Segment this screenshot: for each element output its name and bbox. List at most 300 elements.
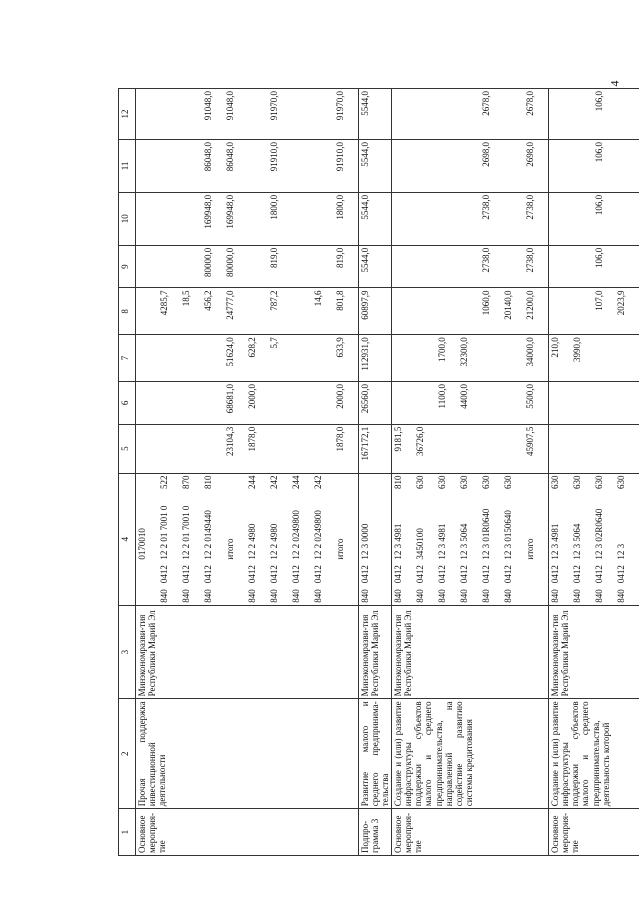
value: 60897,9	[360, 290, 370, 320]
value	[291, 91, 313, 137]
code-part-d	[137, 476, 159, 494]
code-part-a: 840	[360, 589, 370, 603]
value	[572, 91, 594, 137]
code-part-a: 840	[393, 589, 404, 603]
value: 91910,0	[269, 141, 279, 172]
value	[181, 427, 203, 471]
value	[415, 195, 437, 243]
value: 91970,0	[335, 91, 345, 121]
code-part-a: 840	[269, 589, 279, 603]
value: 5500,0	[525, 384, 536, 409]
cell-col-10	[549, 192, 640, 245]
code-part-a: 840	[594, 589, 605, 603]
value: 2738,0	[525, 247, 536, 273]
value: 91910,0	[335, 141, 345, 172]
code-part-b: 0412	[269, 565, 279, 584]
value: 167172,1	[360, 426, 370, 461]
value	[181, 337, 203, 379]
code-line	[393, 476, 415, 603]
code-part-b	[225, 564, 247, 584]
code-part-b: 0412	[203, 565, 213, 584]
value	[459, 248, 481, 286]
value: 32300,0	[459, 337, 470, 367]
cell-col-6	[549, 382, 640, 425]
cell-col-9	[359, 245, 392, 288]
code-part-c: 12 3 01R0640	[481, 508, 492, 560]
value	[247, 248, 269, 286]
code-part-c: 12 3 4981	[393, 523, 404, 560]
value: 787,2	[269, 290, 279, 311]
code-part-c: 12 2 0149440	[203, 510, 213, 560]
code-part-d: 630	[481, 475, 492, 490]
code-part-d: 244	[247, 475, 257, 490]
value	[291, 427, 313, 471]
code-part-b: 0412	[247, 565, 257, 584]
cell-col-9	[549, 245, 640, 288]
value: 106,0	[594, 141, 605, 163]
code-part-d: 630	[616, 475, 627, 490]
value	[137, 427, 159, 471]
value	[572, 427, 594, 471]
code-part-d	[525, 476, 547, 494]
code-part-d: 630	[415, 475, 426, 490]
value	[594, 337, 616, 379]
code-part-a: 840	[291, 589, 301, 603]
value	[415, 91, 437, 137]
value	[503, 195, 525, 243]
value	[503, 384, 525, 422]
cell-col-7	[359, 335, 392, 382]
value	[313, 427, 335, 471]
value	[159, 142, 181, 190]
code-line	[203, 476, 225, 603]
value	[437, 142, 459, 190]
value	[247, 91, 269, 137]
code-part-a: 840	[550, 589, 561, 603]
cell-col-11	[136, 139, 359, 192]
cell-name: Создание и (или) развитие инфраструктуры поддержки субъектов малого и среднего предпринимательства, направленной на содействие развитию системы кредитования	[392, 699, 549, 809]
value	[247, 142, 269, 190]
cell-col-9	[136, 245, 359, 288]
value	[159, 91, 181, 137]
code-part-c: 12 3 5064	[459, 523, 470, 560]
value: 91970,0	[269, 91, 279, 121]
code-part-c: 12 2 0249800	[291, 510, 301, 560]
value: 45907,5	[525, 426, 536, 456]
code-line	[415, 476, 437, 603]
value: 1060,0	[481, 290, 492, 316]
value	[137, 290, 159, 332]
code-part-d: 630	[503, 475, 514, 490]
cell-col-11	[359, 139, 392, 192]
value	[415, 248, 437, 286]
cell-name: Прочая поддержка инвестиционной деятельности	[136, 699, 359, 809]
code-part-d: 242	[269, 475, 279, 490]
value	[313, 91, 335, 137]
cell-name: Создание и (или) развитие инфраструктуры поддержки субъектов малого и среднего предпринимательства, деятельность которой	[549, 699, 640, 809]
value	[415, 142, 437, 190]
column-header-8: 8	[119, 288, 136, 335]
value	[181, 142, 203, 190]
table-row	[359, 89, 392, 856]
value: 51624,0	[225, 337, 235, 367]
code-part-b: 0412	[594, 565, 605, 584]
code-part-d	[335, 476, 357, 494]
value	[159, 248, 181, 286]
cell-col-6	[392, 382, 549, 425]
value	[415, 384, 437, 422]
code-line	[572, 476, 594, 603]
value: 18,5	[181, 290, 191, 307]
value	[616, 384, 638, 422]
value	[393, 91, 415, 137]
value	[393, 142, 415, 190]
value: 2678,0	[481, 91, 492, 116]
value	[550, 427, 572, 471]
value: 2000,0	[335, 384, 345, 409]
code-part-a	[225, 587, 247, 603]
value	[437, 195, 459, 243]
value: 5544,0	[360, 91, 370, 116]
code-line	[550, 476, 572, 603]
code-line	[360, 476, 382, 603]
code-line	[269, 476, 291, 603]
cell-responsible: Минэкономразви-тия Республики Марий Эл	[549, 605, 640, 699]
code-line	[594, 476, 616, 603]
code-part-a: 840	[181, 589, 191, 603]
code-part-d: 630	[437, 475, 448, 490]
code-part-c: 12 3 0150640	[503, 510, 514, 560]
rotated-table-container	[118, 88, 630, 856]
value: 14,6	[313, 290, 323, 307]
cell-codes	[136, 473, 359, 605]
code-part-a: 840	[313, 589, 323, 603]
code-part-d: 244	[291, 475, 301, 490]
value: 2023,9	[616, 290, 627, 316]
value: 5,7	[269, 337, 279, 349]
code-line	[503, 476, 525, 603]
code-part-b: 0412	[415, 565, 426, 584]
value	[203, 384, 225, 422]
value	[393, 384, 415, 422]
value: 1878,0	[247, 426, 257, 452]
value	[503, 248, 525, 286]
column-header-2: 2	[119, 699, 136, 809]
column-header-4: 4	[119, 473, 136, 605]
code-part-c: 12 3 02R0640	[594, 508, 605, 560]
value: 80000,0	[225, 247, 235, 277]
code-part-d: 522	[159, 475, 169, 490]
code-line	[437, 476, 459, 603]
value	[594, 427, 616, 471]
value: 633,9	[335, 337, 345, 358]
value	[503, 337, 525, 379]
value	[393, 248, 415, 286]
code-line	[335, 476, 357, 603]
cell-type: Основное мероприя-тие	[549, 809, 640, 856]
code-part-a: 840	[503, 589, 514, 603]
code-part-d	[225, 476, 247, 494]
code-part-b: 0412	[503, 565, 514, 584]
code-part-a: 840	[415, 589, 426, 603]
code-line	[247, 476, 269, 603]
cell-col-5	[549, 424, 640, 473]
value	[481, 337, 503, 379]
cell-col-11	[549, 139, 640, 192]
code-part-c: 12 2 01 7001 0	[159, 505, 169, 560]
cell-col-5	[359, 424, 392, 473]
code-part-a	[335, 587, 357, 603]
value	[616, 142, 638, 190]
value: 5544,0	[360, 247, 370, 273]
code-part-a: 840	[481, 589, 492, 603]
code-line	[181, 476, 203, 603]
value	[181, 384, 203, 422]
value: 1800,0	[269, 194, 279, 220]
value	[550, 91, 572, 137]
value	[393, 290, 415, 332]
value: 2738,0	[481, 247, 492, 273]
value	[291, 195, 313, 243]
cell-col-7	[549, 335, 640, 382]
value	[313, 384, 335, 422]
value	[203, 427, 225, 471]
value	[616, 427, 638, 471]
cell-col-7	[136, 335, 359, 382]
value	[313, 195, 335, 243]
cell-type: Основное мероприя-тие	[392, 809, 549, 856]
value	[137, 91, 159, 137]
value	[181, 91, 203, 137]
value	[572, 384, 594, 422]
table-row	[392, 89, 549, 856]
value	[572, 195, 594, 243]
value: 68681,0	[225, 384, 235, 414]
code-part-b: 0412	[550, 565, 561, 584]
code-part-d: 630	[550, 475, 561, 490]
cell-col-8	[549, 288, 640, 335]
code-part-b: 0412	[481, 565, 492, 584]
value: 9181,5	[393, 426, 404, 452]
value	[313, 142, 335, 190]
value: 80000,0	[203, 247, 213, 277]
code-line	[313, 476, 335, 603]
code-part-a: 840	[616, 589, 627, 603]
code-part-d: 630	[572, 475, 583, 490]
code-part-a: 840	[203, 589, 213, 603]
code-part-a	[525, 587, 547, 603]
value: 801,8	[335, 290, 345, 311]
cell-col-5	[392, 424, 549, 473]
code-part-b: 0412	[572, 565, 583, 584]
value	[459, 142, 481, 190]
column-header-9: 9	[119, 245, 136, 288]
code-part-d: 630	[594, 475, 605, 490]
code-line	[459, 476, 481, 603]
code-line	[291, 476, 313, 603]
cell-col-7	[392, 335, 549, 382]
cell-col-12	[549, 89, 640, 140]
value	[459, 195, 481, 243]
value	[550, 248, 572, 286]
code-line	[525, 476, 547, 603]
value	[269, 384, 291, 422]
code-part-c: 12 2 4980	[269, 523, 279, 560]
value	[503, 427, 525, 471]
value: 628,2	[247, 337, 257, 358]
value: 819,0	[269, 247, 279, 268]
value	[437, 248, 459, 286]
value	[481, 384, 503, 422]
cell-col-12	[359, 89, 392, 140]
table-row	[549, 89, 640, 856]
value	[616, 337, 638, 379]
value	[269, 427, 291, 471]
value	[159, 195, 181, 243]
value	[159, 427, 181, 471]
value	[572, 248, 594, 286]
code-part-c: 12 2 01 7001 0	[181, 505, 191, 560]
value: 169948,0	[225, 194, 235, 229]
value: 24777,0	[225, 290, 235, 320]
column-header-11: 11	[119, 139, 136, 192]
value: 210,0	[550, 337, 561, 358]
cell-codes	[549, 473, 640, 605]
value	[437, 427, 459, 471]
cell-col-10	[359, 192, 392, 245]
code-line	[616, 476, 638, 603]
value	[291, 290, 313, 332]
code-part-c: 12 2 0249800	[313, 510, 323, 560]
column-header-1: 1	[119, 809, 136, 856]
code-line	[159, 476, 181, 603]
value	[159, 337, 181, 379]
cell-codes	[359, 473, 392, 605]
code-part-a: 840	[459, 589, 470, 603]
cell-col-6	[136, 382, 359, 425]
code-part-c: итого	[525, 538, 536, 560]
value: 91048,0	[225, 91, 235, 121]
table-row	[136, 89, 359, 856]
code-line	[225, 476, 247, 603]
value	[459, 290, 481, 332]
code-part-b: 0412	[360, 565, 370, 584]
code-part-c: 12 2 4980	[247, 523, 257, 560]
value: 456,2	[203, 290, 213, 311]
cell-col-11	[392, 139, 549, 192]
value: 34000,0	[525, 337, 536, 367]
value	[291, 142, 313, 190]
value: 3990,0	[572, 337, 583, 362]
value	[503, 91, 525, 137]
code-part-d: 870	[181, 475, 191, 490]
value	[393, 337, 415, 379]
code-part-d: 810	[203, 475, 213, 490]
cell-type: Подпро-грамма 3	[359, 809, 392, 856]
column-header-7: 7	[119, 335, 136, 382]
value	[616, 195, 638, 243]
code-part-c: 12 3 4981	[437, 523, 448, 560]
code-part-b: 0412	[313, 565, 323, 584]
value	[459, 91, 481, 137]
value	[137, 337, 159, 379]
code-part-d: 810	[393, 475, 404, 490]
code-part-a	[137, 587, 159, 603]
page-number: 4	[607, 80, 622, 87]
value: 106,0	[594, 247, 605, 268]
value	[137, 384, 159, 422]
code-part-c: 0170010	[137, 528, 147, 560]
code-part-a: 840	[572, 589, 583, 603]
column-header-5: 5	[119, 424, 136, 473]
table-body	[136, 89, 640, 856]
value: 2738,0	[525, 194, 536, 220]
value	[550, 384, 572, 422]
code-part-b	[525, 564, 547, 584]
value	[247, 195, 269, 243]
code-part-c: итого	[225, 538, 235, 560]
cell-type: Основное мероприя-тие	[136, 809, 359, 856]
value	[437, 290, 459, 332]
value	[393, 195, 415, 243]
value	[291, 248, 313, 286]
value: 1700,0	[437, 337, 448, 362]
cell-col-9	[392, 245, 549, 288]
value: 4400,0	[459, 384, 470, 409]
value: 2698,0	[481, 141, 492, 167]
value	[550, 195, 572, 243]
column-header-10: 10	[119, 192, 136, 245]
code-line	[481, 476, 503, 603]
code-part-c: итого	[335, 538, 345, 560]
cell-col-5	[136, 424, 359, 473]
code-part-c: 12 3 5064	[572, 523, 583, 560]
cell-col-8	[136, 288, 359, 335]
value	[550, 142, 572, 190]
value	[572, 290, 594, 332]
code-part-b: 0412	[459, 565, 470, 584]
code-part-a: 840	[247, 589, 257, 603]
value: 2000,0	[247, 384, 257, 409]
value	[503, 142, 525, 190]
value	[181, 195, 203, 243]
code-part-a: 840	[159, 589, 169, 603]
header-row	[119, 89, 136, 856]
value: 23104,3	[225, 426, 235, 456]
code-part-c: 12 3	[616, 543, 627, 560]
cell-responsible: Минэкономразви-тия Республики Марий Эл	[392, 605, 549, 699]
value: 112931,0	[360, 337, 370, 371]
cell-col-8	[392, 288, 549, 335]
value: 2738,0	[481, 194, 492, 220]
value: 4285,7	[159, 290, 169, 316]
value	[616, 248, 638, 286]
value	[459, 427, 481, 471]
value	[181, 248, 203, 286]
value	[203, 337, 225, 379]
value: 86048,0	[203, 141, 213, 172]
value: 1100,0	[437, 384, 448, 409]
cell-responsible: Минэкономразви-тия Республики Марий Эл	[359, 605, 392, 699]
value: 5544,0	[360, 141, 370, 167]
value	[572, 142, 594, 190]
code-part-d	[360, 476, 382, 494]
column-header-3: 3	[119, 605, 136, 699]
code-part-b: 0412	[393, 565, 404, 584]
column-header-12: 12	[119, 89, 136, 140]
code-line	[137, 476, 159, 603]
value	[247, 290, 269, 332]
